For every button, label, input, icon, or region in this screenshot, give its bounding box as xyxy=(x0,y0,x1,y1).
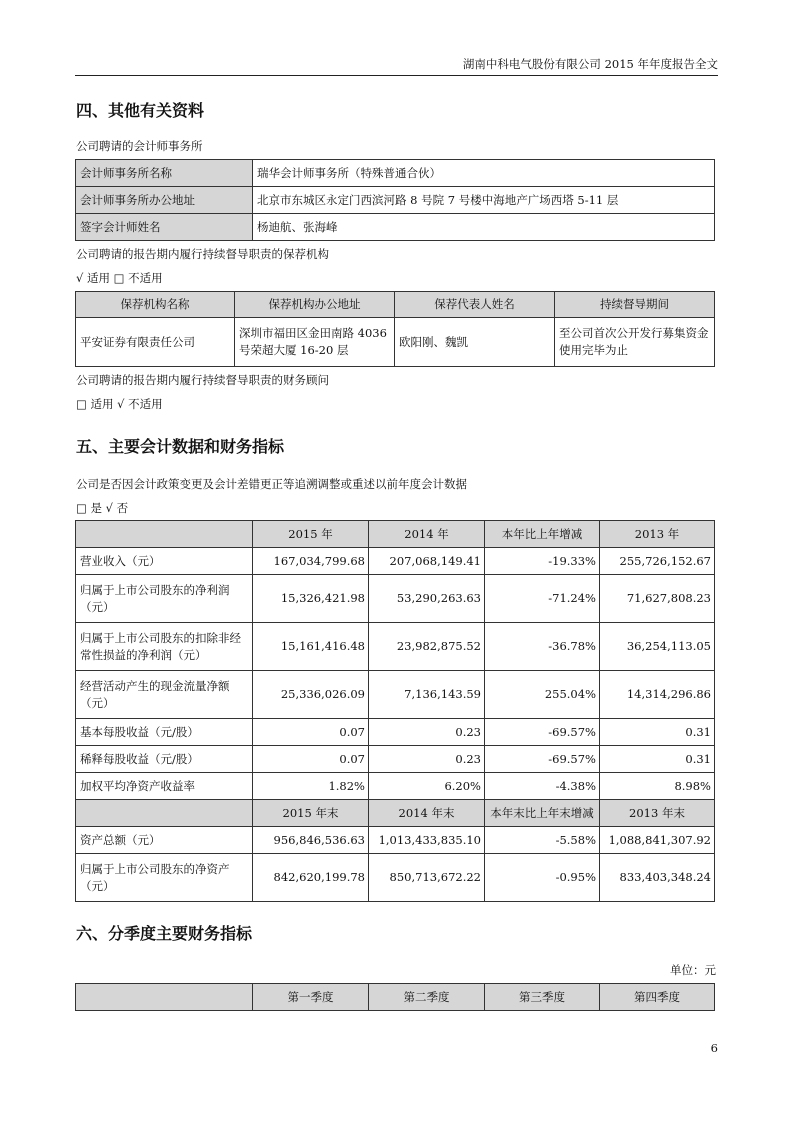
table-row xyxy=(76,671,715,719)
row-label: 稀释每股收益（元/股） xyxy=(76,746,253,773)
quarter-header-q3: 第三季度 xyxy=(485,984,600,1011)
table-row xyxy=(76,160,715,187)
value-2014: 0.23 xyxy=(369,746,485,773)
value-2013: 255,726,152.67 xyxy=(600,548,715,575)
key-financials-table xyxy=(75,520,715,902)
value-2015: 1.82% xyxy=(253,773,369,800)
sponsor-col-address: 保荐机构办公地址 xyxy=(235,292,395,318)
value-change: -36.78% xyxy=(485,623,600,671)
value-2015: 0.07 xyxy=(253,746,369,773)
row-label: 资产总额（元） xyxy=(76,827,253,854)
value-change: 255.04% xyxy=(485,671,600,719)
financials-subheader-row xyxy=(76,800,715,827)
sponsor-header-row xyxy=(76,292,715,318)
value-2013: 14,314,296.86 xyxy=(600,671,715,719)
firm-address-value: 北京市东城区永定门西滨河路 8 号院 7 号楼中海地产广场西塔 5-11 层 xyxy=(253,187,715,214)
accounting-firm-table xyxy=(75,159,715,241)
table-row xyxy=(76,827,715,854)
quarter-header-q2: 第二季度 xyxy=(369,984,485,1011)
sponsor-col-reps: 保荐代表人姓名 xyxy=(395,292,555,318)
quarter-header-blank xyxy=(76,984,253,1011)
row-label: 归属于上市公司股东的净资产（元） xyxy=(76,854,253,902)
table-row xyxy=(76,548,715,575)
table-row xyxy=(76,187,715,214)
value-change: -19.33% xyxy=(485,548,600,575)
sponsor-address: 深圳市福田区金田南路 4036 号荣超大厦 16-20 层 xyxy=(235,318,395,367)
value-change: -71.24% xyxy=(485,575,600,623)
quarter-header-q4: 第四季度 xyxy=(600,984,715,1011)
value-2014: 6.20% xyxy=(369,773,485,800)
row-label: 经营活动产生的现金流量净额（元） xyxy=(76,671,253,719)
signing-accountant-label: 签字会计师姓名 xyxy=(76,214,253,241)
sponsor-table xyxy=(75,291,715,367)
value-2013: 0.31 xyxy=(600,746,715,773)
sponsor-reps: 欧阳刚、魏凯 xyxy=(395,318,555,367)
section5-heading: 五、主要会计数据和财务指标 xyxy=(76,437,285,456)
financials-header-row xyxy=(76,521,715,548)
section6-heading: 六、分季度主要财务指标 xyxy=(76,924,253,943)
advisor-intro: 公司聘请的报告期内履行持续督导职责的财务顾问 xyxy=(76,373,329,387)
value-2015: 15,326,421.98 xyxy=(253,575,369,623)
signing-accountant-value: 杨迪航、张海峰 xyxy=(253,214,715,241)
sponsor-applicable: √ 适用 □ 不适用 xyxy=(76,271,163,285)
table-row xyxy=(76,854,715,902)
value-2015: 842,620,199.78 xyxy=(253,854,369,902)
header2-2015-end: 2015 年末 xyxy=(253,800,369,827)
value-2014: 53,290,263.63 xyxy=(369,575,485,623)
table-row xyxy=(76,719,715,746)
firm-address-label: 会计师事务所办公地址 xyxy=(76,187,253,214)
value-2014: 1,013,433,835.10 xyxy=(369,827,485,854)
row-label: 归属于上市公司股东的扣除非经常性损益的净利润（元） xyxy=(76,623,253,671)
row-label: 营业收入（元） xyxy=(76,548,253,575)
value-2013: 833,403,348.24 xyxy=(600,854,715,902)
quarter-header-q1: 第一季度 xyxy=(253,984,369,1011)
sponsor-intro: 公司聘请的报告期内履行持续督导职责的保荐机构 xyxy=(76,247,329,261)
table-row xyxy=(76,773,715,800)
sponsor-col-period: 持续督导期间 xyxy=(555,292,715,318)
value-2015: 956,846,536.63 xyxy=(253,827,369,854)
value-change: -0.95% xyxy=(485,854,600,902)
restatement-answer: □ 是 √ 否 xyxy=(76,501,129,515)
header2-change: 本年末比上年末增减 xyxy=(485,800,600,827)
table-row xyxy=(76,575,715,623)
value-2013: 0.31 xyxy=(600,719,715,746)
header-change: 本年比上年增减 xyxy=(485,521,600,548)
header-blank xyxy=(76,521,253,548)
value-change: -5.58% xyxy=(485,827,600,854)
table-row xyxy=(76,746,715,773)
value-2013: 36,254,113.05 xyxy=(600,623,715,671)
row-label: 基本每股收益（元/股） xyxy=(76,719,253,746)
advisor-applicable: □ 适用 √ 不适用 xyxy=(76,397,163,411)
header-2015: 2015 年 xyxy=(253,521,369,548)
section4-heading: 四、其他有关资料 xyxy=(76,101,205,120)
value-2015: 0.07 xyxy=(253,719,369,746)
sponsor-col-name: 保荐机构名称 xyxy=(76,292,235,318)
quarterly-table xyxy=(75,983,715,1011)
row-label: 归属于上市公司股东的净利润（元） xyxy=(76,575,253,623)
accounting-firm-intro: 公司聘请的会计师事务所 xyxy=(76,139,203,153)
header2-2014-end: 2014 年末 xyxy=(369,800,485,827)
value-2014: 850,713,672.22 xyxy=(369,854,485,902)
firm-name-label: 会计师事务所名称 xyxy=(76,160,253,187)
value-2014: 7,136,143.59 xyxy=(369,671,485,719)
table-row xyxy=(76,214,715,241)
running-header: 湖南中科电气股份有限公司 2015 年年度报告全文 xyxy=(75,52,718,76)
row-label: 加权平均净资产收益率 xyxy=(76,773,253,800)
value-2013: 8.98% xyxy=(600,773,715,800)
header2-2013-end: 2013 年末 xyxy=(600,800,715,827)
sponsor-period: 至公司首次公开发行募集资金使用完毕为止 xyxy=(555,318,715,367)
value-change: -69.57% xyxy=(485,746,600,773)
value-2015: 25,336,026.09 xyxy=(253,671,369,719)
value-2014: 23,982,875.52 xyxy=(369,623,485,671)
value-2015: 15,161,416.48 xyxy=(253,623,369,671)
restatement-question: 公司是否因会计政策变更及会计差错更正等追溯调整或重述以前年度会计数据 xyxy=(76,477,467,491)
sponsor-name: 平安证券有限责任公司 xyxy=(76,318,235,367)
value-2015: 167,034,799.68 xyxy=(253,548,369,575)
firm-name-value: 瑞华会计师事务所（特殊普通合伙） xyxy=(253,160,715,187)
table-row xyxy=(76,623,715,671)
value-2013: 71,627,808.23 xyxy=(600,575,715,623)
unit-label: 单位：元 xyxy=(670,963,716,977)
header2-blank xyxy=(76,800,253,827)
page-number: 6 xyxy=(710,1041,718,1055)
table-row xyxy=(76,318,715,367)
value-change: -4.38% xyxy=(485,773,600,800)
value-2013: 1,088,841,307.92 xyxy=(600,827,715,854)
header-2013: 2013 年 xyxy=(600,521,715,548)
quarterly-header-row xyxy=(76,984,715,1011)
value-2014: 207,068,149.41 xyxy=(369,548,485,575)
value-2014: 0.23 xyxy=(369,719,485,746)
value-change: -69.57% xyxy=(485,719,600,746)
header-2014: 2014 年 xyxy=(369,521,485,548)
